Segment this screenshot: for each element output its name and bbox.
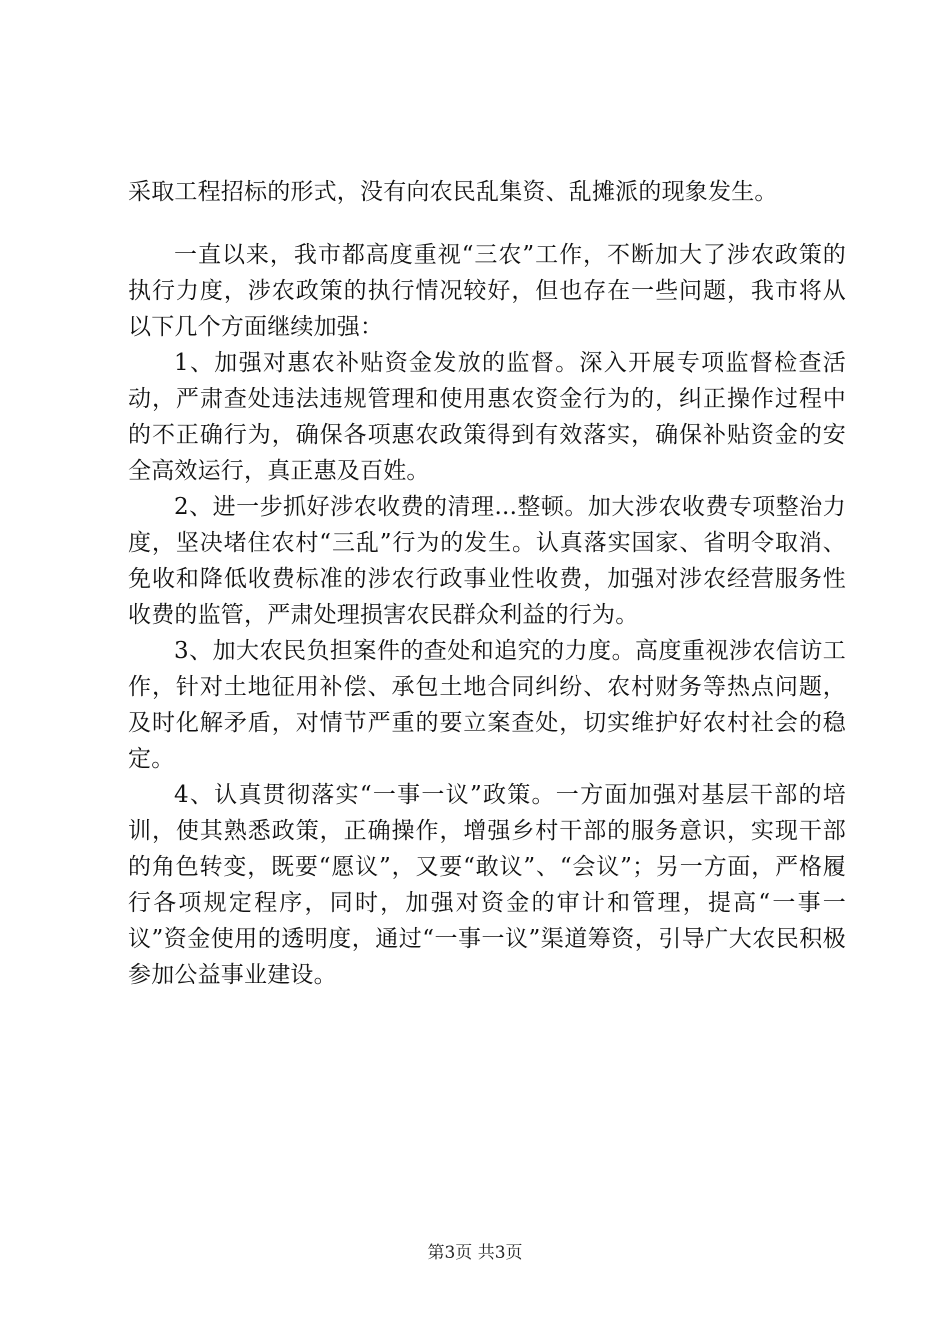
paragraph-intro: 一直以来，我市都高度重视“三农”工作，不断加大了涉农政策的执行力度，涉农政策的执行情况较好，但也存在一些问题，我市将从以下几个方面继续加强： — [128, 242, 846, 340]
paragraph-item-1: 1、加强对惠农补贴资金发放的监督。深入开展专项监督检查活动，严肃查处违法违规管理和使用惠农资金行为的，纠正操作过程中的不正确行为，确保各项惠农政策得到有效落实，确保补贴资金的安全高效运行，真正惠及百姓。 — [128, 350, 846, 484]
page-footer: 第3页 共3页 — [427, 1243, 523, 1263]
paragraph-item-3: 3、加大农民负担案件的查处和追究的力度。高度重视涉农信访工作，针对土地征用补偿、承包土地合同纠纷、农村财务等热点问题，及时化解矛盾，对情节严重的要立案查处，切实维护好农村社会的稳定。 — [128, 638, 846, 772]
document-body — [128, 174, 846, 993]
paragraph-continuation: 采取工程招标的形式，没有向农民乱集资、乱摊派的现象发生。 — [128, 179, 778, 205]
paragraph-item-2: 2、进一步抓好涉农收费的清理...整顿。加大涉农收费专项整治力度，坚决堵住农村“三乱”行为的发生。认真落实国家、省明令取消、免收和降低收费标准的涉农行政事业性收费，加强对涉农经营服务性收费的监管，严肃处理损害农民群众利益的行为。 — [128, 494, 846, 628]
paragraph-item-4: 4、认真贯彻落实“一事一议”政策。一方面加强对基层干部的培训，使其熟悉政策，正确操作，增强乡村干部的服务意识，实现干部的角色转变，既要“愿议”，又要“敢议”、“会议”；另一方面，严格履行各项规定程序，同时，加强对资金的审计和管理，提高“一事一议”资金使用的透明度，通过“一事一议”渠道筹资，引导广大农民积极参加公益事业建设。 — [128, 782, 846, 988]
